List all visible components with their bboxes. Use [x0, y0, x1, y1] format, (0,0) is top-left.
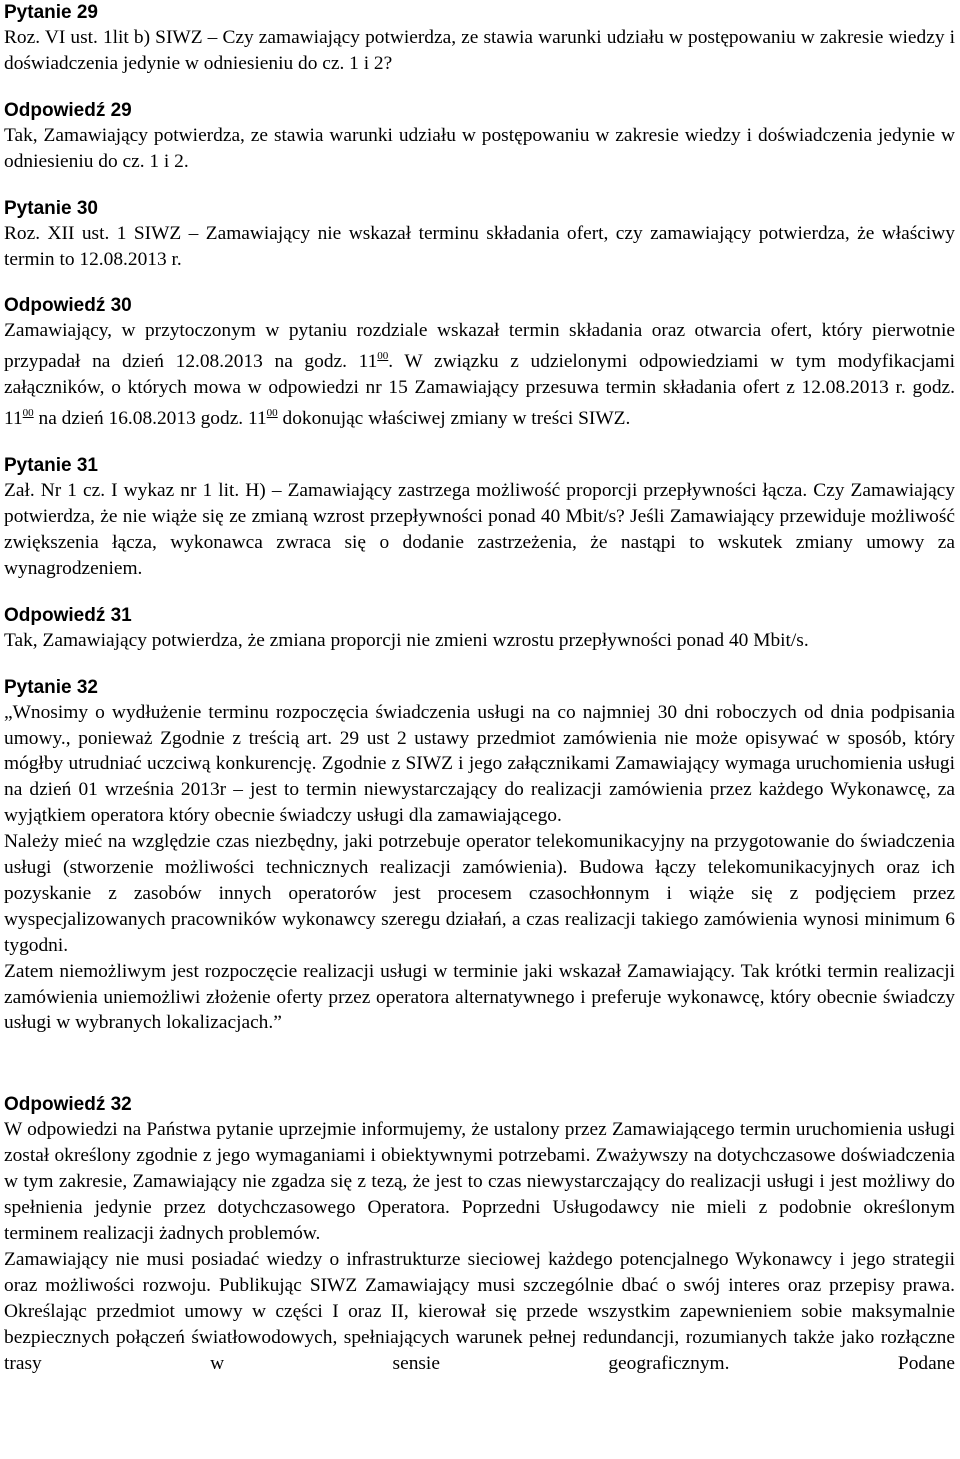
question-heading: Pytanie 29	[4, 2, 98, 23]
answer-heading: Odpowiedź 29	[4, 99, 132, 121]
question-text: Zał. Nr 1 cz. I wykaz nr 1 lit. H) – Zamawiający zastrzega możliwość proporcji przepływności łącza. Czy Zamawiający potwierdza, że nie wiąże się ze zmianą wzrost przepływności ponad 40 Mbit/s? Jeśli Zamawiający przewiduje możliwość zwiększenia łącza, wykonawca zwraca się o dodanie zastrzeżenia, że nastąpi to wskutek zmiany umowy za wynagrodzeniem.	[4, 480, 955, 579]
question-heading: Pytanie 30	[4, 197, 98, 219]
question-30	[4, 196, 955, 273]
answer-text-part: dokonując właściwej zmiany w treści SIWZ.	[277, 408, 631, 430]
question-heading: Pytanie 32	[4, 676, 98, 698]
answer-heading: Odpowiedź 31	[4, 604, 132, 626]
question-paragraph: Zatem niemożliwym jest rozpoczęcie realizacji usługi w terminie jaki wskazał Zamawiający. Tak krótki termin realizacji zamówienia uniemożliwi złożenie oferty przez operatora alternatywnego i preferuje wykonawcę, który obecnie świadczy usługi w wybranych lokalizacjach.”	[4, 960, 955, 1034]
time-minutes-superscript: 00	[377, 350, 389, 363]
question-paragraph: Należy mieć na względzie czas niezbędny, jaki potrzebuje operator telekomunikacyjny na przygotowanie do świadczenia usługi (stworzenie możliwości technicznych realizacji zamówienia). Budowa łączy telekomunikacyjnych oraz ich pozyskanie z zasobów innych operatorów jest procesem czasochłonnym i wiąże się z podjęciem przez wyspecjalizowanych pracowników wykonawcy szeregu działań, a czas realizacji takiego zamówienia wynosi minimum 6 tygodni.	[4, 831, 955, 956]
question-paragraph: „Wnosimy o wydłużenie terminu rozpoczęcia świadczenia usługi na co najmniej 30 dni roboczych od dnia podpisania umowy., ponieważ Zgodnie z treścią art. 29 ust 2 ustawy przedmiot zamówienia nie może opisywać w sposób, który mógłby utrudniać uczciwą konkurencję. Zgodnie z SIWZ i jego załącznikami Zamawiający wymaga uruchomienia usługi na dzień 01 września 2013r – jest to termin niewystarczający do realizacji zamówienia przez każdego Wykonawcę, za wyjątkiem operatora który obecnie świadczy usługi dla zamawiającego.	[4, 701, 955, 827]
answer-29	[4, 98, 955, 175]
time-minutes-superscript: 00	[266, 407, 278, 420]
answer-text-part: Zamawiający, w przytoczonym w pytaniu rozdziale wskazał termin składania oraz otwarcia ofert, który pierwotnie przypadał na dzień 12.08.2013 na godz. 11	[4, 320, 955, 373]
time-minutes-superscript: 00	[22, 407, 34, 420]
question-text: Roz. XII ust. 1 SIWZ – Zamawiający nie wskazał terminu składania ofert, czy zamawiający potwierdza, że właściwy termin to 12.08.2013 r.	[4, 222, 955, 270]
question-29	[4, 0, 955, 77]
question-text: Roz. VI ust. 1lit b) SIWZ – Czy zamawiający potwierdza, ze stawia warunki udziału w postępowaniu w zakresie wiedzy i doświadczenia jedynie w odniesieniu do cz. 1 i 2?	[4, 27, 955, 74]
answer-text: Tak, Zamawiający potwierdza, ze stawia warunki udziału w postępowaniu w zakresie wiedzy i doświadczenia jedynie w odniesieniu do cz. 1 i 2.	[4, 124, 955, 172]
answer-heading: Odpowiedź 32	[4, 1094, 132, 1116]
answer-heading: Odpowiedź 30	[4, 295, 132, 317]
answer-paragraph: Zamawiający nie musi posiadać wiedzy o infrastrukturze sieciowej każdego potencjalnego Wykonawcy i jego strategii oraz możliwości rozwoju. Publikując SIWZ Zamawiający musi szczególnie dbać o swój interes oraz przepisy prawa. Określając przedmiot umowy w części I oraz II, kierował się przede wszystkim zapewnieniem sobie maksymalnie bezpiecznych połączeń światłowodowych, spełniających warunek pełnej redundancji, rozumianych także jako rozłączne trasy w sensie geograficznym. Podane	[4, 1248, 955, 1374]
answer-32	[4, 1092, 955, 1402]
answer-31	[4, 603, 955, 654]
question-32	[4, 675, 955, 1037]
answer-text-part: na dzień 16.08.2013 godz. 11	[33, 408, 267, 430]
answer-text	[4, 318, 955, 432]
answer-text: Tak, Zamawiający potwierdza, że zmiana proporcji nie zmieni wzrostu przepływności ponad 40 Mbit/s.	[4, 629, 809, 651]
question-31	[4, 453, 955, 582]
answer-text-part: . W związku z udzielonymi odpowiedziami w tym modyfikacjami załączników, o których mowa w odpowiedzi nr 15 Zamawiający przesuwa termin składania ofert z 12.08.2013 r. godz. 11	[4, 351, 955, 430]
answer-paragraph: W odpowiedzi na Państwa pytanie uprzejmie informujemy, że ustalony przez Zamawiającego termin uruchomienia usługi został określony zgodnie z jego wymaganiami i obiektywnymi potrzebami. Zważywszy na dotychczasowe doświadczenia w tym zakresie, Zamawiający nie zgadza się z tezą, że jest to czas niewystarczający do realizacji usługi i jest możliwy do spełnienia jedynie przez dotychczasowego Operatora. Poprzedni Usługodawcy nie mieli z podobnie określonym terminem realizacji żadnych problemów.	[4, 1119, 955, 1244]
question-heading: Pytanie 31	[4, 455, 98, 477]
answer-30	[4, 293, 955, 432]
